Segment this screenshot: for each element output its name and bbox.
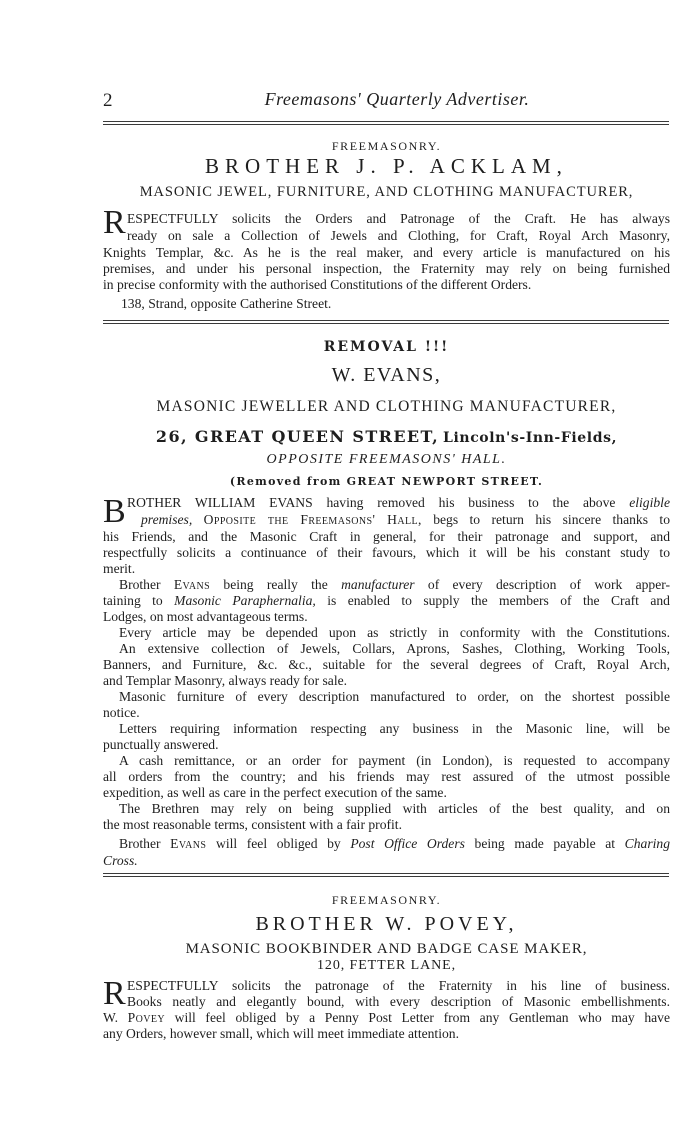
- body-line: any Orders, however small, which will meet immediate attention.: [103, 1026, 459, 1041]
- ad-kicker: FREEMASONRY.: [331, 139, 442, 153]
- page-number: 2: [103, 90, 113, 111]
- body-line: A cash remittance, or an order for payment (in London), is requested to accompany: [119, 753, 670, 768]
- text-run: being made payable at: [474, 836, 616, 851]
- body-line: ready on sale a Collection of Jewels and Clothing, for Craft, Royal Arch Masonry,: [127, 228, 670, 243]
- body-line: [119, 836, 670, 852]
- body-line: Knights Templar, &c. As he is the real maker, and every article is manufactured on his: [103, 245, 670, 260]
- text-run: ROTHER WILLIAM EVANS having removed his business to the above: [127, 495, 616, 510]
- header-rule: [103, 121, 669, 122]
- opposite-line: OPPOSITE FREEMASONS' HALL.: [266, 452, 507, 467]
- small-caps-run: Opposite the Freemasons' Hall,: [203, 512, 422, 527]
- district-address: Lincoln's-Inn-Fields,: [443, 430, 618, 446]
- body-line: ESPECTFULLY solicits the Orders and Patronage of the Craft. He has always: [127, 211, 670, 226]
- advertiser-name: BROTHER W. POVEY,: [255, 913, 518, 935]
- running-title: Freemasons' Quarterly Advertiser.: [264, 89, 530, 109]
- trade-line: MASONIC BOOKBINDER AND BADGE CASE MAKER,: [185, 941, 588, 957]
- address-line: [103, 427, 670, 447]
- body-line: and Templar Masonry, always ready for sale.: [103, 673, 348, 688]
- small-caps-run: Evans: [170, 836, 207, 851]
- body-line: punctually answered.: [103, 737, 219, 752]
- italic-run: Post Office Orders: [350, 836, 465, 851]
- body-line: Books neatly and elegantly bound, with every description of Masonic embellishments.: [127, 994, 670, 1009]
- page-header: [103, 88, 669, 114]
- ad-kicker: FREEMASONRY.: [331, 893, 442, 907]
- text-run: will feel obliged by: [216, 836, 341, 851]
- small-caps-run: Evans: [173, 577, 211, 592]
- text-run: W.: [103, 1010, 118, 1025]
- body-line: the most reasonable terms, consistent with a fair profit.: [103, 817, 402, 832]
- body-line: Banners, and Furniture, &c. &c., suitable for the several degrees of Craft, Royal Arch,: [103, 657, 670, 672]
- italic-run: eligible: [629, 495, 670, 510]
- text-run: will feel obliged by a Penny Post Letter from any Gentleman who may have: [174, 1010, 671, 1025]
- body-line: Every article may be depended upon as strictly in conformity with the Constitutions.: [119, 625, 670, 640]
- street-address: 26, GREAT QUEEN STREET,: [155, 427, 440, 446]
- body-line: [127, 495, 670, 511]
- body-line: premises, and under his personal inspection, the Fraternity may rely on being furnished: [103, 261, 670, 276]
- body-line: [103, 1010, 670, 1026]
- body-line: Cross.: [103, 853, 138, 868]
- text-run: Brother: [119, 836, 161, 851]
- text-run: is enabled to supply the members of the Craft and: [327, 593, 670, 608]
- text-run: begs to return his sincere thanks to: [433, 512, 670, 527]
- small-caps-run: Povey: [127, 1010, 165, 1025]
- advertiser-name: BROTHER J. P. ACKLAM,: [205, 154, 568, 178]
- address-line: 138, Strand, opposite Catherine Street.: [121, 296, 332, 311]
- trade-line: MASONIC JEWEL, FURNITURE, AND CLOTHING MANUFACTURER,: [139, 184, 634, 200]
- text-run: of every description of work apper-: [427, 577, 671, 592]
- text-run: taining to: [103, 593, 163, 608]
- body-line: Masonic furniture of every description manufactured to order, on the shortest possible: [119, 689, 670, 704]
- body-line: [103, 593, 670, 609]
- body-line: respectfully solicits a continuance of their favours, which it will be his constant study to: [103, 545, 670, 560]
- text-run: Brother: [119, 577, 161, 592]
- italic-run: Masonic Paraphernalia,: [174, 593, 316, 608]
- drop-cap: R: [103, 204, 126, 241]
- body-line: merit.: [103, 561, 136, 576]
- body-line: his Friends, and the Masonic Craft in general, for their patronage and support, and: [103, 529, 670, 544]
- drop-cap: R: [103, 975, 126, 1012]
- italic-run: manufacturer: [341, 577, 415, 592]
- drop-cap: B: [103, 493, 126, 530]
- italic-run: Charing: [624, 836, 670, 851]
- body-line: The Brethren may rely on being supplied with articles of the best quality, and on: [119, 801, 670, 816]
- body-line: [141, 512, 670, 528]
- body-line: ESPECTFULLY solicits the patronage of the Fraternity in his line of business.: [127, 978, 670, 993]
- section-rule: [103, 320, 669, 321]
- section-rule: [103, 873, 669, 874]
- body-line: Lodges, on most advantageous terms.: [103, 609, 308, 624]
- body-line: Letters requiring information respecting any business in the Masonic line, will be: [119, 721, 670, 736]
- advertiser-name: W. EVANS,: [331, 364, 442, 386]
- body-line: [119, 577, 670, 593]
- removed-line: (Removed from GREAT NEWPORT STREET.: [229, 475, 544, 488]
- body-line: all orders from the country; and his friends may rest assured of the utmost possible: [103, 769, 670, 784]
- body-line: notice.: [103, 705, 140, 720]
- body-line: An extensive collection of Jewels, Collars, Aprons, Sashes, Clothing, Working Tools,: [119, 641, 670, 656]
- trade-line: MASONIC JEWELLER AND CLOTHING MANUFACTURER,: [156, 398, 617, 415]
- italic-run: premises,: [141, 512, 193, 527]
- removal-heading: REMOVAL !!!: [323, 339, 450, 355]
- body-line: expedition, as well as care in the perfect execution of the same.: [103, 785, 447, 800]
- text-run: being really the: [223, 577, 328, 592]
- address-line: 120, FETTER LANE,: [317, 958, 456, 973]
- body-line: in precise conformity with the authorised Constitutions of the different Orders.: [103, 277, 532, 292]
